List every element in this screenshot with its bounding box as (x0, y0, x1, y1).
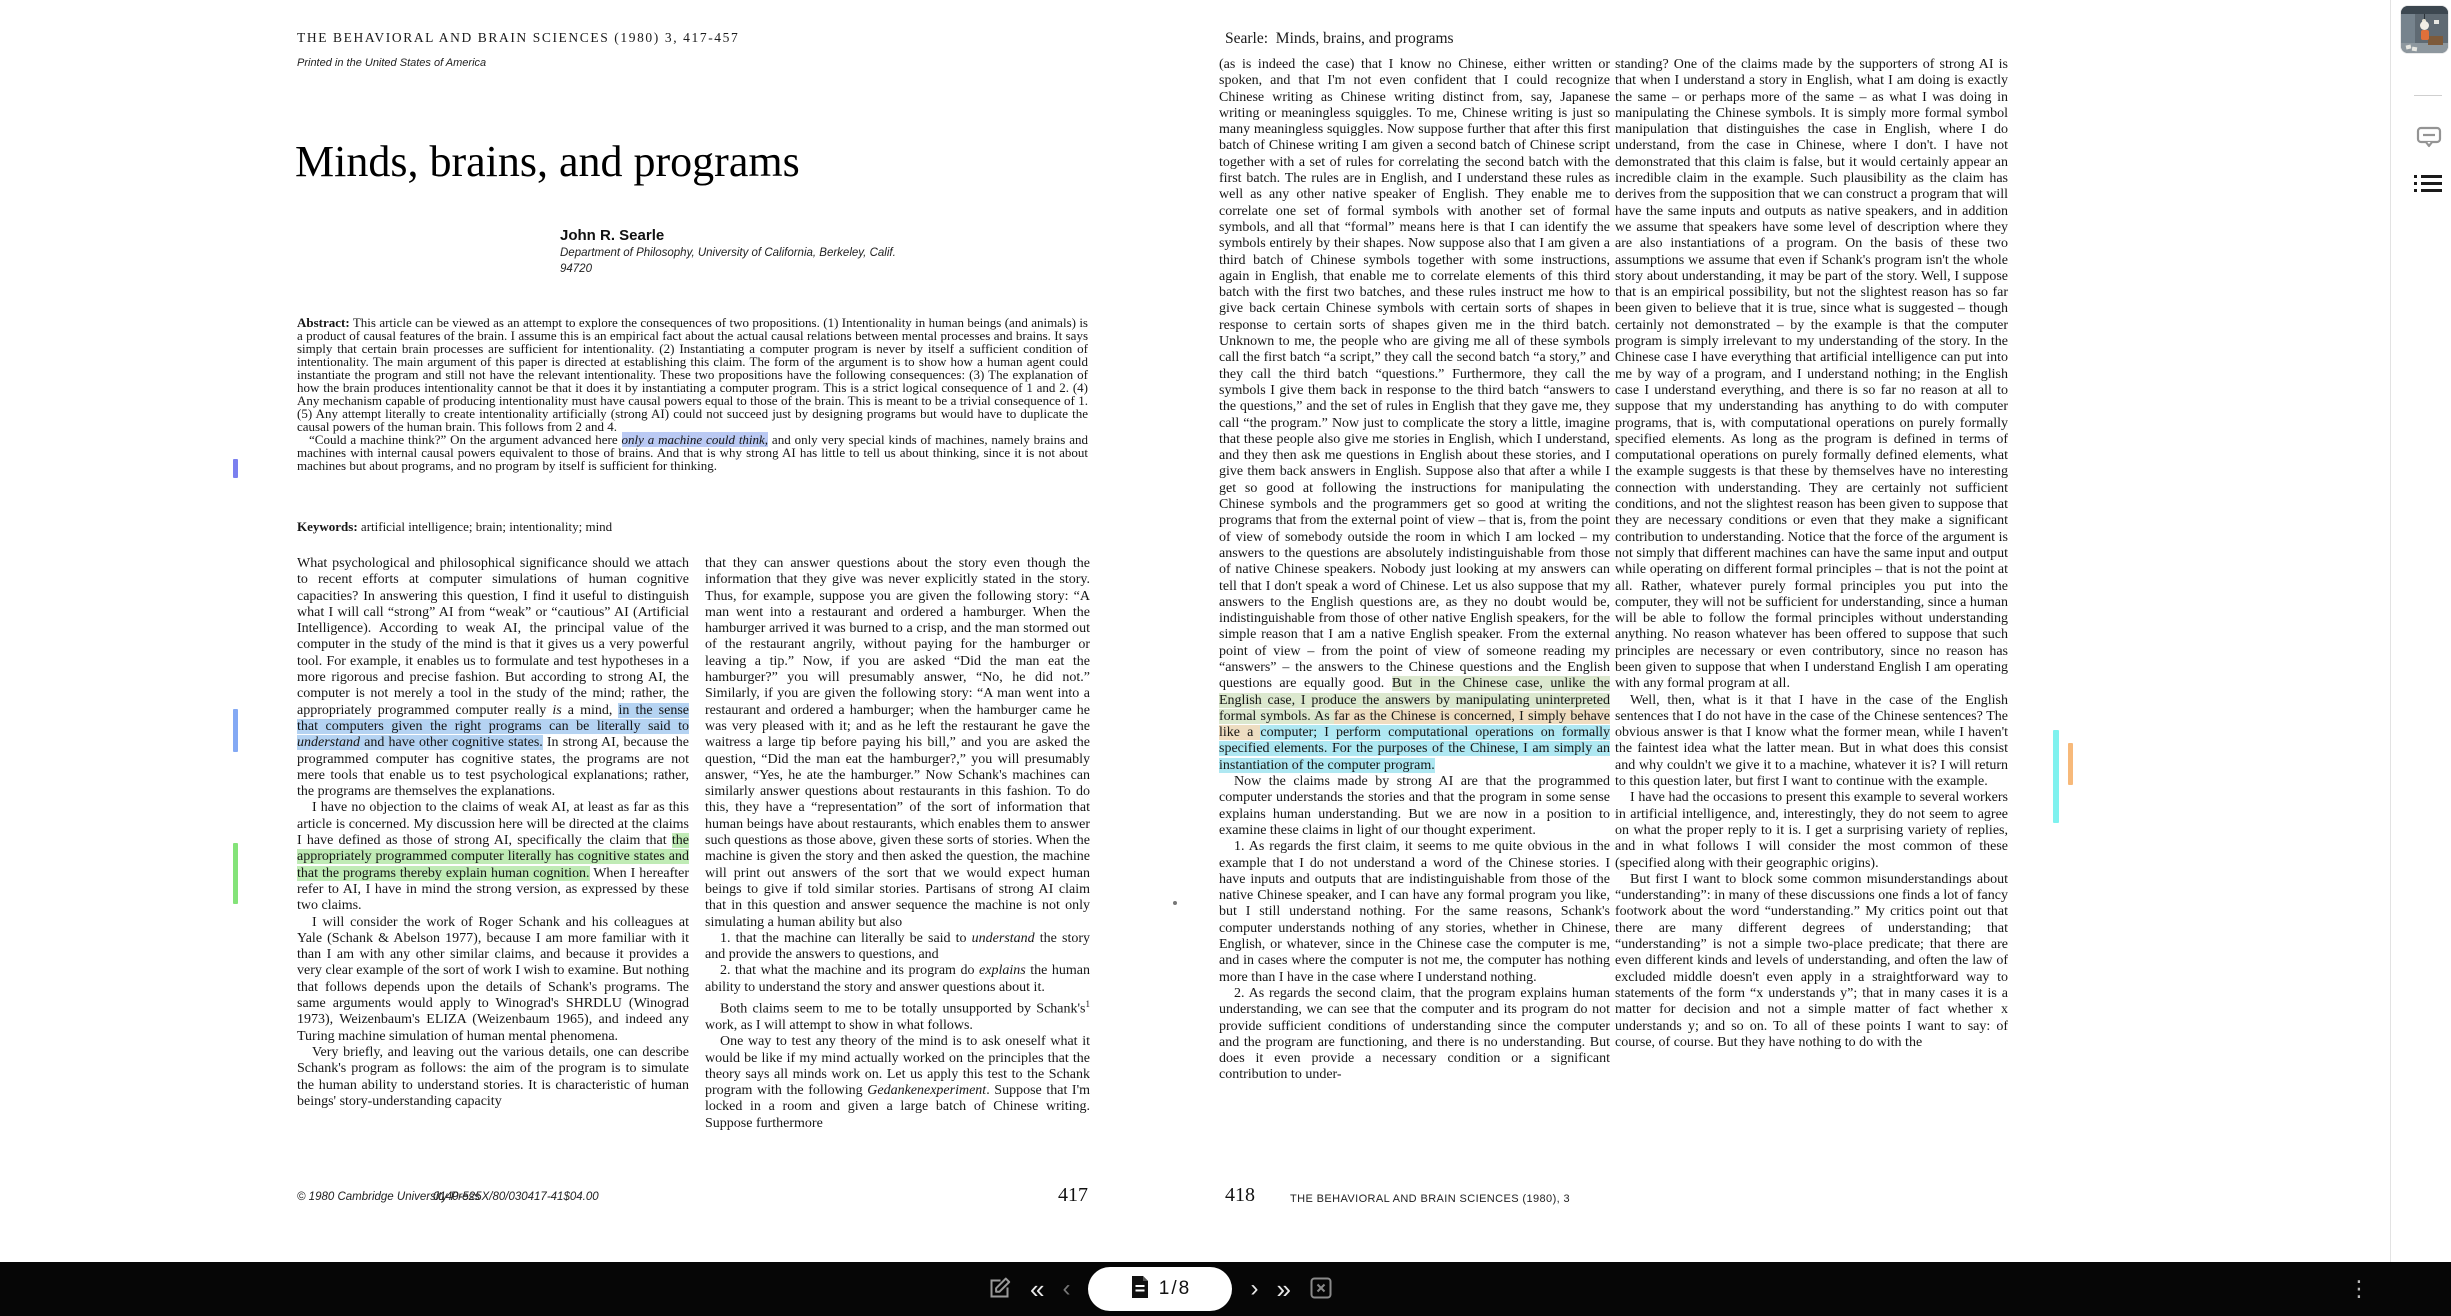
keywords-line (297, 520, 1088, 533)
printed-in-line: Printed in the United States of America (297, 57, 487, 69)
text-highlight[interactable]: far as the Chinese is concerned, I simply behave like a (1219, 708, 1610, 741)
thumb-wall (2401, 14, 2415, 43)
paragraph: (as is indeed the case) that I know no Chinese, either written or spoken, and that I'm not even confident that I could recognize Chinese writing as Chinese writing distinct from, say, Japanese writing or meaningless squiggles. To me, Chinese writing is just so many meaningless squiggles. Now suppose further that after this first batch of Chinese writing I am given a second batch of Chinese script together with a set of rules for correlating the second batch with the first batch. The rules are in English, and I understand these rules as well as any other native speaker of English. They enable me to correlate one set of formal symbols with another set of formal symbols, and all that “formal” means here is that I can identify the symbols entirely by their shapes. Now suppose also that I am given a third batch of Chinese symbols together with some instructions, again in English, that enable me to correlate elements of this third batch with the first two batches, and these rules instruct me how to give back certain Chinese symbols with certain sorts of shapes in response to certain sorts of shapes given me in the third batch. Unknown to me, the people who are giving me all of these symbols call the first batch “a script,” they call the second batch “a story,” and they call the third batch “questions.” Furthermore, they call the symbols I give them back in response to the third batch “answers to the questions,” and the set of rules in English that they gave me, they call “the program.” Now just to complicate the story a little, imagine that these people also give me stories in English, which I understand, and they then ask me questions in English about these stories, and I give them back answers in English. Suppose also that after a while I get so good at following the instructions for manipulating the Chinese symbols and the programmers get so good at writing the programs that from the external point of view – that is, from the point of view of somebody outside the room in which I am locked – my answers to the questions are absolutely indistinguishable from those of native Chinese speakers. Nobody just looking at my answers can tell that I don't speak a word of Chinese. Let us also suppose that my answers to the English questions are, as they no doubt would be, indistinguishable from those of other native English speakers, for the simple reason that I am a native English speaker. From the external point of view – from the point of view of someone reading my “answers” – the answers to the Chinese questions and the English questions are equally good. But in the Chinese case, unlike the English case, I produce the answers by manipulating uninterpreted formal symbols. As far as the Chinese is concerned, I simply behave like a computer; I perform computational operations on formally specified elements. For the purposes of the Chinese, I am simply an instantiation of the computer program. (1219, 57, 1610, 773)
outline-list-icon (2413, 173, 2443, 198)
page-number-417: 417 (1058, 1184, 1088, 1206)
page417-column-2 (705, 556, 1090, 1162)
overflow-menu-button[interactable]: ⋮ (2348, 1276, 2370, 1302)
paragraph: 1. that the machine can literally be said to understand the story and provide the answers to questions, and (705, 930, 1090, 963)
margin-bar-green[interactable] (233, 843, 238, 904)
paragraph: But first I want to block some common misunderstandings about “understanding”: in many of these discussions one finds a lot of fancy footwork about the word “understanding.” My critics point out that there are many different degrees of understanding; that “understanding” is not a simple two-place predicate; that there are even different kinds and levels of understanding, and often the law of excluded middle doesn't even apply in a straightforward way to statements of the form “x understands y”; that in many cases it is a matter for decision and not a simple matter of fact whether x understands y; and so on. To all of these points I want to say: of course, of course. But they have nothing to do with the (1615, 871, 2008, 1050)
paragraph: 2. that what the machine and its program do explains the human ability to understand the story and answer questions about it. (705, 963, 1090, 995)
text-highlight[interactable]: the appropriately programmed computer literally has cognitive states and that the programs thereby explain human cognition. (297, 833, 689, 881)
paragraph: I will consider the work of Roger Schank and his colleagues at Yale (Schank & Abelson 1977), because I am more familiar with it than I am with any other similar claims, and because it provides a very clear example of the sort of work I wish to examine. But nothing that follows depends upon the details of Schank's programs. The same arguments would apply to Winograd's SHRDLU (Winograd 1973), Weizenbaum's ELIZA (Weizenbaum 1965), and indeed any Turing machine simulation of human mental phenomena. (297, 914, 689, 1044)
paragraph: 1. As regards the first claim, it seems to me quite obvious in the example that I do not understand a word of the Chinese stories. I have inputs and outputs that are indistinguishable from those of the native Chinese speaker, and I can have any formal program you like, but I still understand nothing. For the same reasons, Schank's computer understands nothing of any stories, whether in Chinese, English, or whatever, since in the Chinese case the computer is me, and in cases where the computer is not me, the computer has nothing more than I have in the case where I understand nothing. (1219, 839, 1610, 985)
thumb-paper (2412, 47, 2418, 52)
text-highlight[interactable]: only a machine could think, (621, 432, 769, 447)
annotate-button[interactable] (988, 1276, 1012, 1303)
comment-bubble-icon (2416, 125, 2442, 152)
thumb-paper (2434, 20, 2439, 24)
outline-button[interactable] (2412, 172, 2444, 198)
text-highlight[interactable]: understand (297, 735, 360, 751)
article-title: Minds, brains, and programs (295, 137, 800, 186)
paragraph: Well, then, what is it that I have in the case of the English sentences that I do not have in the case of the Chinese sentences? The obvious answer is that I know what the former mean, while I haven't the faintest idea what the latter mean. But in what does this consist and why couldn't we give it to a machine, whatever it is? I will return to this question later, but first I want to continue with the example. (1615, 692, 2008, 790)
first-page-button[interactable]: « (1030, 1274, 1045, 1304)
paragraph: Keywords: artificial intelligence; brain; intentionality; mind (297, 519, 613, 534)
author-affiliation: Department of Philosophy, University of California, Berkeley, Calif. (560, 247, 896, 259)
next-page-button[interactable]: › (1250, 1275, 1259, 1302)
paragraph: 2. As regards the second claim, that the program explains human understanding, we can see that the computer and its program do not provide sufficient conditions of understanding since the computer and the program are functioning, and there is no understanding. But does it even provide a necessary condition or a significant contribution to under- (1219, 985, 1610, 1083)
paragraph: One way to test any theory of the mind is to ask oneself what it would be like if my mind actually worked on the principles that the theory says all minds work on. Let us apply this test to the Schank program with the following Gedankenexperiment. Suppose that I'm locked in a room and given a large batch of Chinese writing. Suppose furthermore (705, 1034, 1090, 1131)
thumb-desk (2428, 36, 2443, 45)
close-icon (1309, 1276, 1333, 1303)
text-highlight[interactable]: But in the Chinese case, unlike the English case, I produce the answers by manipulating uninterpreted formal symbols. As (1219, 676, 1610, 724)
paragraph: I have no objection to the claims of weak AI, at least as far as this article is concerned. My discussion here will be directed at the claims I have defined as those of strong AI, specifically the claim that the appropriately programmed computer literally has cognitive states and that the programs thereby explain human cognition. When I hereafter refer to AI, I have in mind the strong version, as expressed by these two claims. (297, 800, 689, 914)
author-affiliation-zip: 94720 (560, 263, 592, 275)
chinese-room-preview-thumbnail[interactable] (2401, 6, 2448, 53)
text-highlight[interactable]: and have other cognitive states. (360, 735, 543, 751)
margin-bar-orange[interactable] (2068, 743, 2073, 785)
page417-column-1 (297, 556, 689, 1162)
paragraph: What psychological and philosophical significance should we attach to recent efforts at computer simulations of human cognitive capacities? In answering this question, I find it useful to distinguish what I will call “strong” AI from “weak” or “cautious” AI (Artificial Intelligence). According to weak AI, the principal value of the computer in the study of the mind is that it gives us a very powerful tool. For example, it enables us to formulate and test hypotheses in a more rigorous and precise fashion. But according to strong AI, the computer is not merely a tool in the study of the mind; rather, the appropriately programmed computer really is a mind, in the sense that computers given the right programs can be literally said to understand and have other cognitive states. In strong AI, because the programmed computer has cognitive states, the programs are not mere tools that enable us to test psychological explanations; rather, the programs are themselves the explanations. (297, 556, 689, 800)
paragraph: Very briefly, and leaving out the various details, one can describe Schank's program as follows: the aim of the program is to simulate the human ability to understand stories. It is characteristic of human beings' story-understanding capacity (297, 1044, 689, 1109)
pencil-edit-icon (988, 1276, 1012, 1303)
thumb-ceiling (2401, 6, 2448, 14)
toolbar-controls (988, 1262, 1333, 1316)
journal-footer-line: THE BEHAVIORAL AND BRAIN SCIENCES (1980), 3 (1290, 1193, 1571, 1205)
close-document-button[interactable] (1309, 1276, 1333, 1303)
page418-column-2 (1615, 57, 2008, 1170)
paragraph: I have had the occasions to present this example to several workers in artificial intelligence, and, interestingly, they do not seem to agree on what the proper reply to it is. I get a surprising variety of replies, and in what follows I will consider the most common of these (specified along with their geographic origins). (1615, 790, 2008, 871)
journal-header-line: THE BEHAVIORAL AND BRAIN SCIENCES (1980) 3, 417-457 (297, 30, 740, 45)
author-name: John R. Searle (560, 227, 665, 244)
previous-page-button[interactable]: ‹ (1062, 1275, 1071, 1302)
thumb-figure-body (2421, 30, 2429, 40)
page418-column-1 (1219, 57, 1610, 1170)
paragraph: Both claims seem to me to be totally unsupported by $Schank's^1$ work, as I will attempt to show in what follows. (705, 999, 1090, 1033)
paragraph: “Could a machine think?” On the argument advanced here only a machine could think, and only very special kinds of machines, namely brains and machines with internal causal powers equivalent to those of brains. And that is why strong AI has little to tell us about thinking, since it is not about machines but about programs, and no program by itself is sufficient for thinking. (297, 432, 1088, 473)
text-highlight[interactable]: in the sense that computers given the right programs can be literally said to (297, 702, 689, 734)
text-highlight[interactable]: computer; I perform computational operations on formally specified elements. For the purposes of the Chinese, I am simply an instantiation of the computer program. (1219, 725, 1610, 773)
paragraph: Now the claims made by strong AI are that the programmed computer understands the stories and that the program in some sense explains human understanding. But we are now in a position to examine these claims in light of our thought experiment. (1219, 774, 1610, 838)
ink-speck (1173, 901, 1177, 905)
page-number-418: 418 (1225, 1184, 1255, 1206)
comments-button[interactable] (2414, 124, 2444, 152)
copyright-line: © 1980 Cambridge University Press (297, 1191, 480, 1203)
sidebar-divider (2414, 95, 2442, 96)
abstract-block (297, 316, 1088, 472)
paragraph: standing? One of the claims made by the supporters of strong AI is that when I understand a story in English, what I am doing is exactly the same – or perhaps more of the same – as what I was doing in manipulating the Chinese symbols. It is simply more formal symbol manipulation that distinguishes the case in English, where I do understand, from the case in Chinese, where I don't. I have not demonstrated that this claim is false, but it would certainly appear an incredible claim in the example. Such plausibility as the claim has derives from the supposition that we can construct a program that will have the same inputs and outputs as native speakers, and in addition we assume that speakers have some level of description where they are also instantiations of a program. On the basis of these two assumptions we assume that even if Schank's program isn't the whole story about understanding, it may be part of the story. Well, I suppose that is an empirical possibility, but not the slightest reason has so far been given to believe that it is true, since what is suggested – though certainly not demonstrated – by the example is that the computer program is simply irrelevant to my understanding of the story. In the Chinese case I have everything that artificial intelligence can put into me by way of a program, and I understand nothing; in the English case I understand everything, and there is so far no reason at all to suppose that my understanding has anything to do with computer programs, that is, with computational operations on purely formally specified elements. As long as the program is defined in terms of computational operations on purely formally defined elements, what the example suggests is that these by themselves have no interesting connection with understanding. They are certainly not sufficient conditions, and not the slightest reason has been given to suppose that they are necessary conditions or even that they make a significant contribution to understanding. Notice that the force of the argument is not simply that different machines can have the same input and output while operating on different formal principles – that is not the point at all. Rather, whatever purely formal principles you put into the computer, they will not be sufficient for understanding, since a human will be able to follow the formal principles without understanding anything. No reason whatever has been offered to suppose that such principles are necessary or even contributory, since no reason has been given to suppose that when I understand English I am operating with any formal program at all. (1615, 57, 2008, 692)
paragraph: Abstract: This article can be viewed as an attempt to explore the consequences of two propositions. (1) Intentionality in human beings (and animals) is a product of causal features of the brain. I assume this is an empirical fact about the actual causal relations between mental processes and brains. It says simply that certain brain processes are sufficient for intentionality. (2) Instantiating a computer program is never by itself a sufficient condition of intentionality. The main argument of this paper is directed at establishing this claim. The form of the argument is to show how a human agent could instantiate the program and still not have the relevant intentionality. These two propositions have the following consequences: (3) The explanation of how the brain produces intentionality cannot be that it does it by instantiating a computer program. This is a strict logical consequence of 1 and 2. (4) Any mechanism capable of producing intentionality must have causal powers equal to those of the brain. This is meant to be a trivial consequence of 1. (5) Any attempt literally to create intentionality artificially (strong AI) could not succeed just by designing programs but would have to duplicate the causal powers of the human brain. This follows from 2 and 4. (297, 315, 1088, 434)
margin-bar-blue-violet[interactable] (233, 459, 238, 478)
margin-bar-cyan[interactable] (2053, 730, 2059, 823)
last-page-button[interactable]: » (1276, 1274, 1291, 1304)
issn-line: 0140-525X/80/030417-41$04.00 (433, 1191, 599, 1203)
margin-bar-blue[interactable] (233, 709, 238, 752)
running-head: Searle: Minds, brains, and programs (1225, 30, 1454, 47)
page-indicator[interactable] (1088, 1267, 1232, 1311)
document-page-icon (1130, 1275, 1150, 1304)
page-indicator-label: 1/8 (1158, 1278, 1192, 1299)
paragraph: that they can answer questions about the story even though the information that they give was never explicitly stated in the story. Thus, for example, suppose you are given the following story: “A man went into a restaurant and ordered a hamburger. When the hamburger arrived it was burned to a crisp, and the man stormed out of the restaurant angrily, without paying for the hamburger or leaving a tip.” Now, if you are asked “Did the man eat the hamburger?” you will presumably answer, “No, he did not.” Similarly, if you are given the following story: “A man went into a restaurant and ordered a hamburger; when the hamburger came he was very pleased with it; and as he left the restaurant he gave the waitress a large tip before paying his bill,” and you are asked the question, “Did the man eat the hamburger?,” you will presumably answer, “Yes, he ate the hamburger.” Now Schank's machines can similarly answer questions about restaurants in this fashion. To do this, they have a “representation” of the sort of information that human beings have about restaurants, which enables them to answer such questions as those above, given these sorts of stories. When the machine is given the story and then asked the question, the machine will print out answers of the sort that we would expect human beings to give if told similar stories. Partisans of strong AI claim that in this question and answer sequence the machine is not only simulating a human ability but also (705, 556, 1090, 930)
thumb-figure-head (2420, 21, 2429, 30)
